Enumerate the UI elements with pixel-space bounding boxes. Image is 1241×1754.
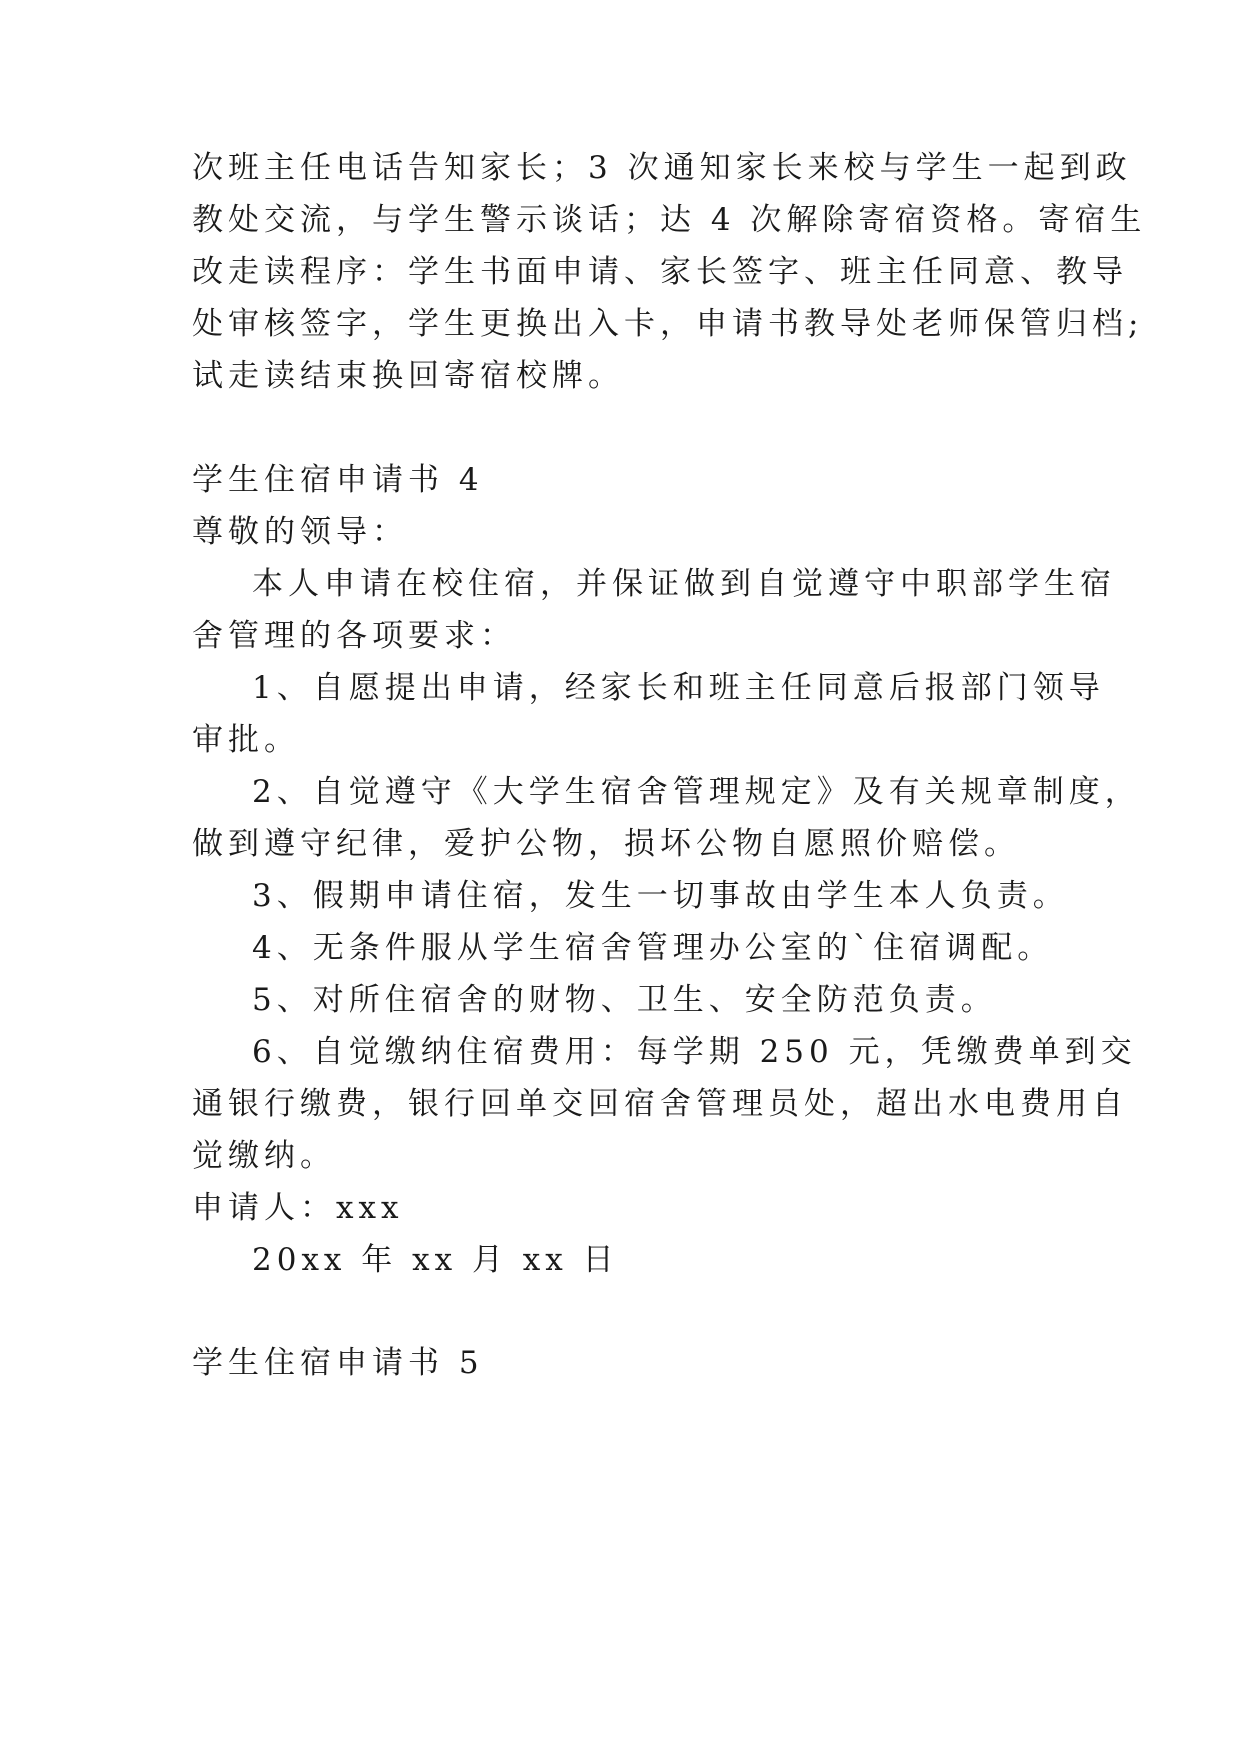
section-title: 学生住宿申请书 4 [192,462,484,498]
list-item: 做到遵守纪律，爱护公物，损坏公物自愿照价赔偿。 [192,826,1020,862]
paragraph-line: 试走读结束换回寄宿校牌。 [192,358,624,394]
list-item: 5、对所住宿舍的财物、卫生、安全防范负责。 [252,982,997,1018]
intro-line: 本人申请在校住宿，并保证做到自觉遵守中职部学生宿 [252,566,1116,602]
list-item: 审批。 [192,722,300,758]
paragraph-line: 次班主任电话告知家长；3 次通知家长来校与学生一起到政 [192,150,1132,186]
intro-line: 舍管理的各项要求： [192,618,516,654]
paragraph-line: 改走读程序：学生书面申请、家长签字、班主任同意、教导 [192,254,1128,290]
list-item: 4、无条件服从学生宿舍管理办公室的`住宿调配。 [252,930,1054,966]
list-item: 3、假期申请住宿，发生一切事故由学生本人负责。 [252,878,1069,914]
date: 20xx 年 xx 月 xx 日 [252,1242,619,1278]
list-item: 1、自愿提出申请，经家长和班主任同意后报部门领导 [252,670,1105,706]
list-item: 2、自觉遵守《大学生宿舍管理规定》及有关规章制度， [252,774,1141,810]
list-item: 觉缴纳。 [192,1138,336,1174]
list-item: 6、自觉缴纳住宿费用：每学期 250 元，凭缴费单到交 [252,1034,1137,1070]
salutation: 尊敬的领导： [192,514,408,550]
paragraph-line: 处审核签字，学生更换出入卡，申请书教导处老师保管归档; [192,306,1144,342]
list-item: 通银行缴费，银行回单交回宿舍管理员处，超出水电费用自 [192,1086,1128,1122]
applicant: 申请人：xxx [192,1190,404,1226]
section-title: 学生住宿申请书 5 [192,1345,484,1381]
paragraph-line: 教处交流，与学生警示谈话；达 4 次解除寄宿资格。寄宿生 [192,202,1147,238]
